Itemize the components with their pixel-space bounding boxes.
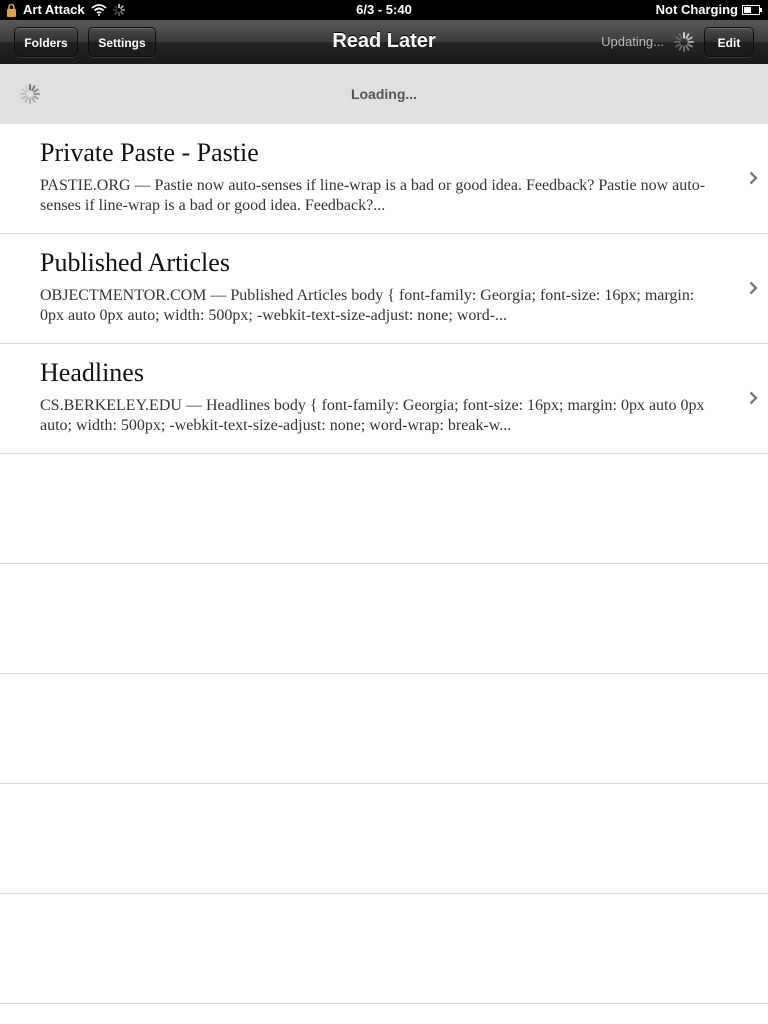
updating-spinner-icon	[674, 32, 694, 52]
article-description: CS.BERKELEY.EDU — Headlines body { font-family: Georgia; font-size: 16px; margin: 0px auto 0px auto; width: 500px; -webkit-text-size-adjust: none; word-wrap: break-w...	[40, 397, 705, 434]
article-row[interactable]	[0, 344, 768, 454]
chevron-right-icon	[749, 171, 758, 185]
carrier-name: Art Attack	[23, 2, 85, 17]
status-datetime: 6/3 - 5:40	[356, 2, 412, 17]
status-bar	[0, 0, 768, 20]
article-description: OBJECTMENTOR.COM — Published Articles body { font-family: Georgia; font-size: 16px; margin: 0px auto 0px auto; width: 500px; -webkit-text-size-adjust: none; word-...	[40, 287, 695, 324]
updating-status: Updating...	[601, 34, 664, 49]
chevron-right-icon	[749, 391, 758, 405]
status-bar-right	[656, 0, 762, 20]
article-title: Headlines	[40, 358, 144, 387]
empty-row	[0, 454, 768, 564]
empty-row	[0, 674, 768, 784]
page-title: Read Later	[332, 30, 436, 52]
navigation-bar	[0, 20, 768, 65]
loading-bar	[0, 64, 768, 125]
settings-button[interactable]: Settings	[88, 27, 156, 57]
article-title: Published Articles	[40, 248, 230, 277]
article-row[interactable]	[0, 124, 768, 234]
empty-row	[0, 564, 768, 674]
article-description: PASTIE.ORG — Pastie now auto-senses if line-wrap is a bad or good idea. Feedback? Pastie now auto-senses if line-wrap is a bad or good idea. Feedback?...	[40, 177, 706, 214]
folders-button[interactable]: Folders	[14, 27, 78, 57]
charge-status: Not Charging	[655, 2, 738, 17]
chevron-right-icon	[749, 281, 758, 295]
article-row[interactable]	[0, 234, 768, 344]
article-title: Private Paste - Pastie	[40, 138, 259, 167]
loading-text: Loading...	[350, 86, 418, 102]
article-list	[0, 124, 768, 1004]
empty-row	[0, 784, 768, 894]
empty-row	[0, 894, 768, 1004]
battery-icon	[742, 5, 762, 15]
edit-button[interactable]: Edit	[704, 27, 754, 57]
